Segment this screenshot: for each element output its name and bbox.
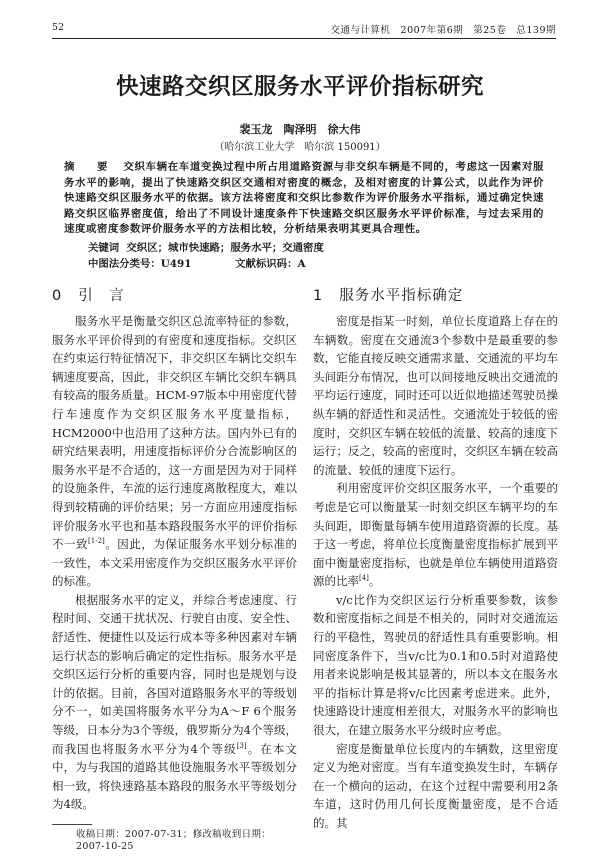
keywords xyxy=(88,240,600,256)
text: 。因此，为保证服务水平划分标准的一致性，本文采用密度作为交织区服务水平评价的标准。 xyxy=(52,537,298,589)
body-columns xyxy=(52,286,558,859)
right-column xyxy=(313,286,558,833)
keywords-text: 交织区；城市快速路；服务水平；交通密度 xyxy=(126,241,324,254)
section-number: 1 xyxy=(313,287,324,304)
footnote-dates: 收稿日期：2007-07-31；修改稿收到日期：2007-10-25 xyxy=(76,829,271,852)
clc-label: 中图法分类号： xyxy=(88,257,161,270)
text: 。在本文中，为与我国的道路其他设施服务水平等级划分相一致，将快速路基本路段的服务水平等级划分为4级。 xyxy=(52,741,297,812)
classification xyxy=(88,256,600,272)
page-number: 52 xyxy=(52,22,65,33)
keywords-label: 关键词 xyxy=(88,241,120,254)
paragraph: 密度是指某一时刻，单位长度道路上存在的车辆数。密度在交通流3个参数中是最重要的参数，它能直接反映交通需求量、交通流的平均车头间距分布情况，也可以间接地反映出交通流的平均运行速度，同时还可以近似地描述驾驶员操纵车辆的舒适性和灵活性。交通流处于较低的密度时，交织区车辆在较低的流量、较高的速度下运行；反之，较高的密度时，交织区车辆在较高的流量、较低的速度下运行。 xyxy=(313,313,558,477)
paragraph xyxy=(313,479,558,591)
abstract-label: 摘 要 xyxy=(64,161,114,173)
paragraph xyxy=(52,591,297,814)
section-number: 0 xyxy=(52,287,63,304)
paragraph: v/c比作为交织区运行分析重要参数，该参数和密度指标之间是不相关的，同时对交通流运行的平稳性，驾驶员的舒适性具有重要影响。相同密度条件下，当v/c比为0.1和0.5时对道路使用者来说影响是极其显著的，所以本文在服务水平的指标计算是将v/c比因素考虑进来。此外，快速路设计速度相差很大，对服务水平的影响也很大，在建立服务水平分级时应考虑。 xyxy=(313,592,558,738)
journal-info: 交通与计算机 2007年第6期 第25卷 总139期 xyxy=(330,25,556,36)
affiliation: （哈尔滨工业大学 哈尔滨 150091） xyxy=(214,142,386,153)
section-heading-intro xyxy=(52,286,297,306)
header-rule xyxy=(52,38,556,39)
text: 服务水平是衡量交织区总流率特征的参数，服务水平评价得到的有密度和速度指标。交织区在约束运行特征情况下，非交织区车辆比交织车辆速度要高，因此，非交织区车辆比交织车辆具有较高的服务质量。HCM-97版本中用密度代替行车速度作为交织区服务水平度量指标，HCM2000中也沿用了这种方法。国内外已有的研究结果表明，用速度指标评价分合流影响区的服务水平是不合适的，这一方面是因为对于同样的设施条件，车流的运行速度离散程度大，难以得到较精确的评价结果；另一方面应用速度指标评价服务水平也和基本路段服务水平的评价指标不一致 xyxy=(52,313,297,552)
section-heading-1 xyxy=(313,286,558,306)
section-title: 引 言 xyxy=(78,287,125,304)
citation: [4] xyxy=(359,574,369,583)
text: 利用密度评价交织区服务水平，一个重要的考虑是它可以衡量某一时刻交织区车辆平均的车头间距，即衡量每辆车使用道路资源的长度。基于这一考虑，将单位长度衡量密度指标扩展到平面中衡量密度指标，也就是单位车辆使用道路资源的比率 xyxy=(313,481,558,589)
citation: [3] xyxy=(236,741,247,750)
paper-title: 快速路交织区服务水平评价指标研究 xyxy=(115,74,484,100)
running-header xyxy=(52,20,556,38)
clc-value: U491 xyxy=(160,257,192,270)
doc-code-label: 文献标识码： xyxy=(235,257,298,270)
doc-code-value: A xyxy=(297,257,306,270)
footnote-rule xyxy=(52,824,92,825)
abstract xyxy=(64,160,544,238)
authors: 裴玉龙 陶泽明 徐大伟 xyxy=(239,123,361,136)
paragraph: 密度是衡量单位长度内的车辆数，这里密度定义为绝对密度。当有车道变换发生时，车辆存在一个横向的运动，在这个过程中需要利用2条车道，这时仍用几何长度衡量密度，是不合适的。其 xyxy=(313,741,558,830)
text: 。 xyxy=(368,574,381,589)
abstract-text: 交织车辆在车道变换过程中所占用道路资源与非交织车辆是不同的，考虑这一因素对服务水平的影响，提出了快速路交织区交通相对密度的概念，及相对密度的计算公式，以此作为评价快速路交织区服务水平的依据。该方法将密度和交织比参数作为评价服务水平指标，通过确定快速路交织区临界密度值，给出了不同设计速度条件下快速路交织区服务水平评价标准，与过去采用的速度或密度参数评价服务水平的方法相比较，分析结果表明其更具合理性。 xyxy=(64,161,545,236)
left-column xyxy=(52,286,297,859)
paragraph xyxy=(52,312,297,591)
section-title: 服务水平指标确定 xyxy=(339,287,464,304)
citation: [1-2] xyxy=(88,537,105,546)
text: 根据服务水平的定义，并综合考虑速度、行程时间、交通干扰状况、行驶自由度、安全性、舒适性、便捷性以及运行成本等多种因素对车辆运行状态的影响后确定的定性指标。服务水平是交织区运行分析的重要内容，同时也是规划与设计的依据。目前，各国对道路服务水平的等级划分不一，如美国将服务水平分为A～F 6个服务等级，日本分为3个等级，俄罗斯分为4个等级，而我国也将服务水平分为4个等级 xyxy=(52,592,297,756)
